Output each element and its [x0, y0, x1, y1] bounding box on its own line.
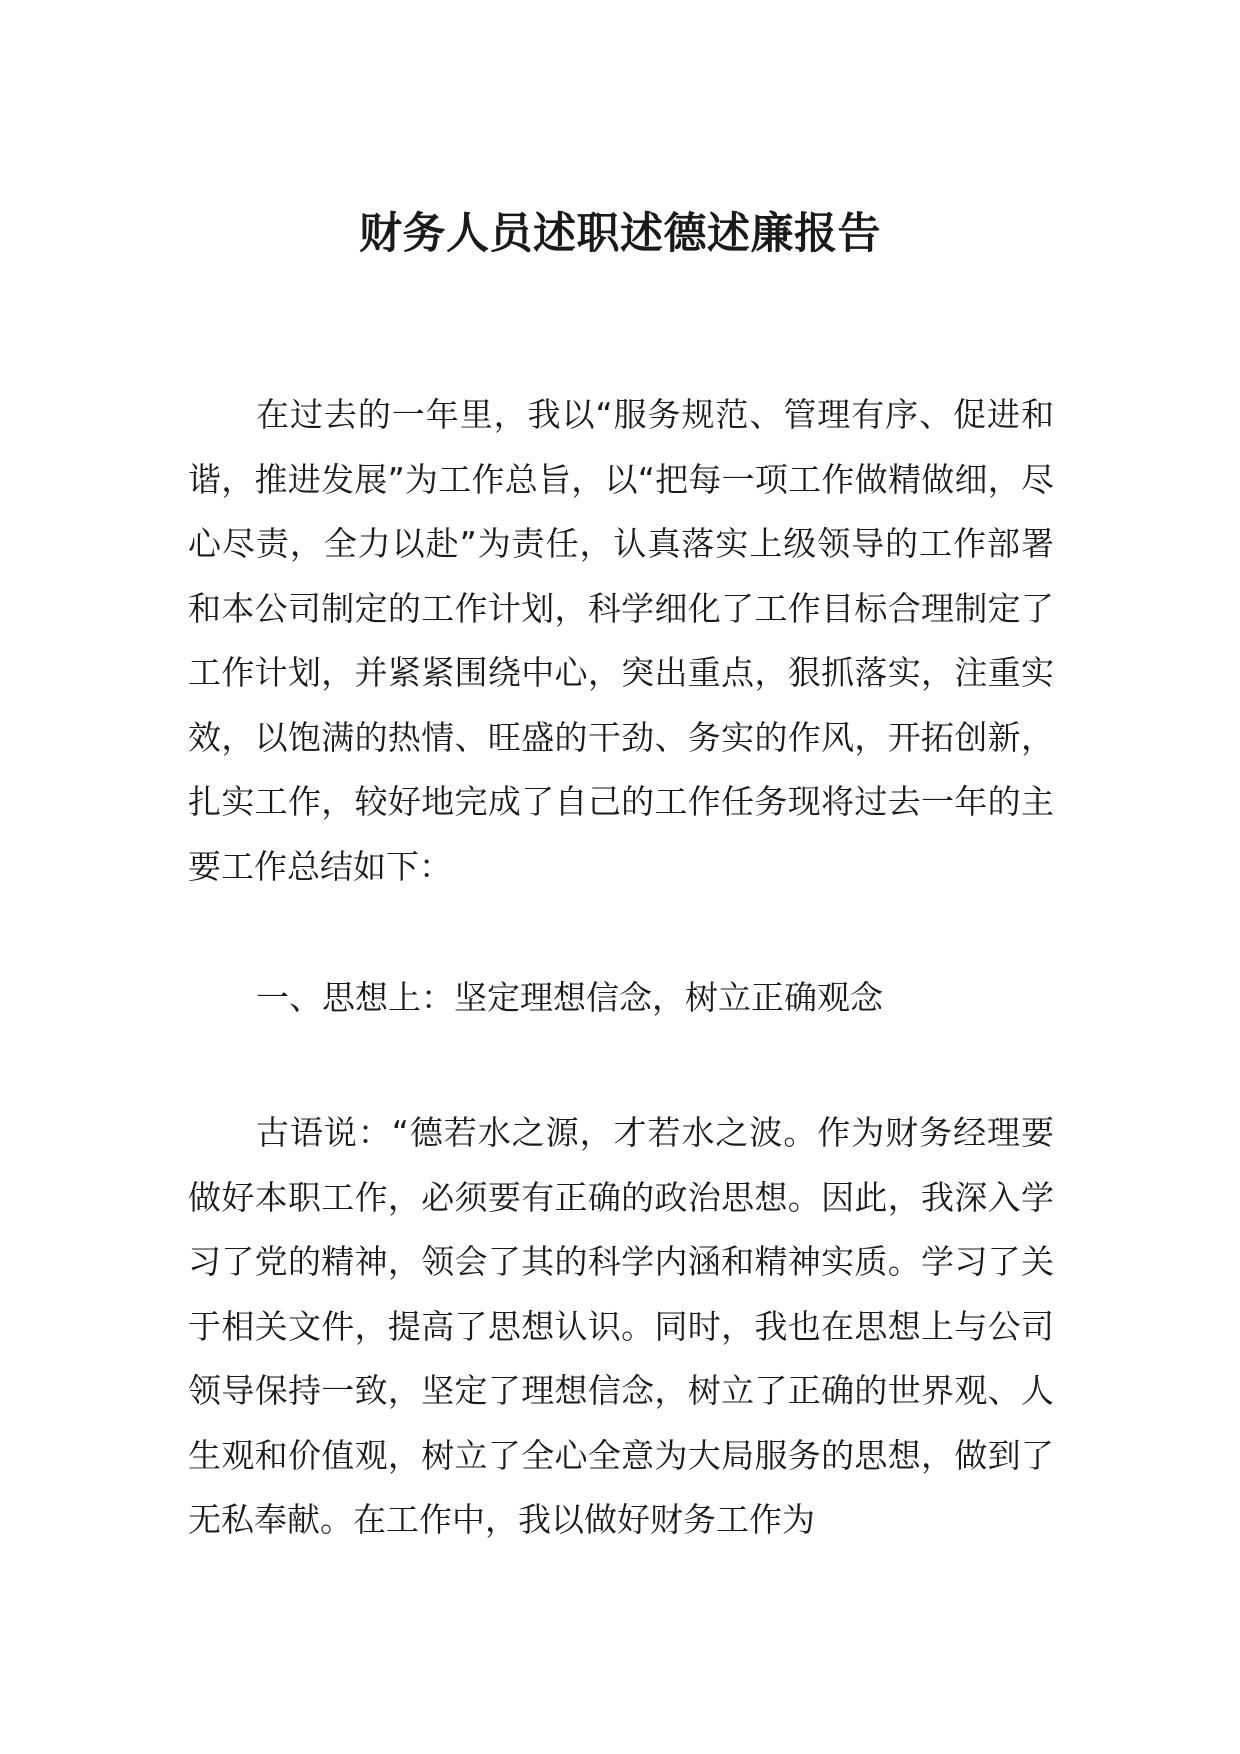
section-heading: 一、思想上：坚定理想信念，树立正确观念: [256, 978, 883, 1017]
section-paragraph: 古语说：“德若水之源，才若水之波。作为财务经理要做好本职工作，必须要有正确的政治思想。因此，我深入学习了党的精神，领会了其的科学内涵和精神实质。学习了关于相关文件，提高了思想认识。同时，我也在思想上与公司领导保持一致，坚定了理想信念，树立了正确的世界观、人生观和价值观，树立了全心全意为大局服务的思想，做到了无私奉献。在工作中，我以做好财务工作为: [188, 1113, 1054, 1539]
document-title: 财务人员述职述德述廉报告: [359, 209, 881, 259]
intro-paragraph: 在过去的一年里，我以“服务规范、管理有序、促进和谐，推进发展”为工作总旨，以“把每一项工作做精做细，尽心尽责，全力以赴”为责任，认真落实上级领导的工作部署和本公司制定的工作计划，科学细化了工作目标合理制定了工作计划，并紧紧围绕中心，突出重点，狠抓落实，注重实效，以饱满的热情、旺盛的干劲、务实的作风，开拓创新，扎实工作，较好地完成了自己的工作任务现将过去一年的主要工作总结如下：: [188, 395, 1054, 886]
